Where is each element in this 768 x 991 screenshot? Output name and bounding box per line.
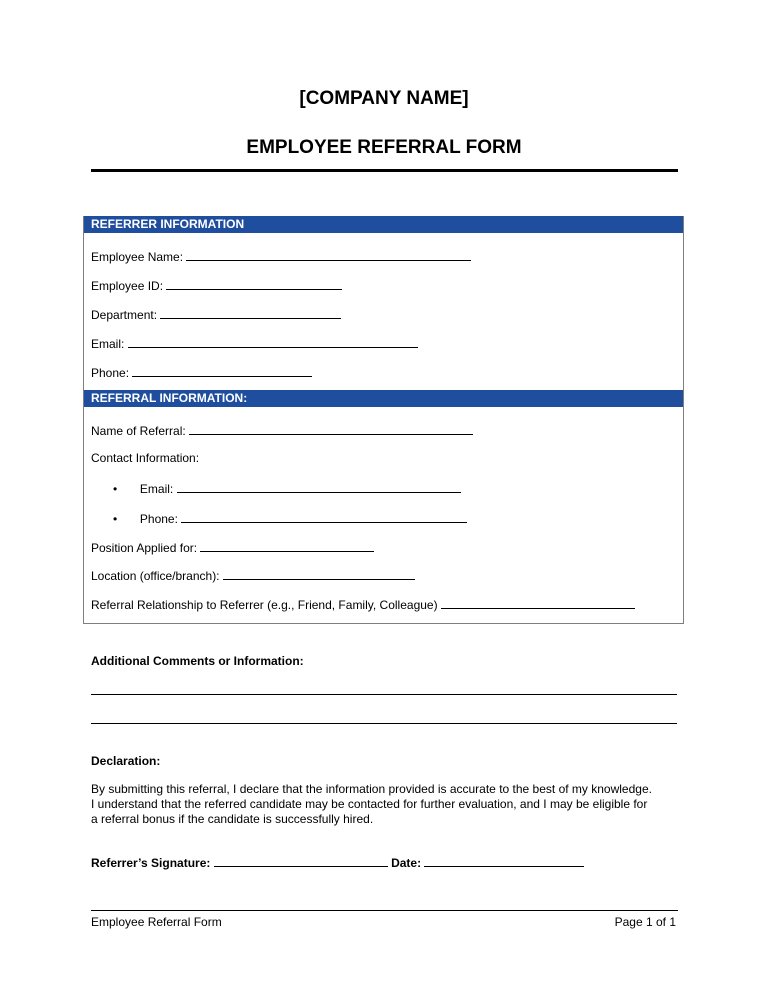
relationship-label: Referral Relationship to Referrer (e.g., Friend, Family, Colleague) — [91, 598, 438, 612]
position-field[interactable] — [200, 539, 374, 552]
bullet-icon: • — [113, 482, 118, 496]
signature-field[interactable] — [214, 854, 388, 867]
bullet-icon: • — [113, 512, 118, 526]
signature-label: Referrer’s Signature: — [91, 856, 211, 870]
department-field[interactable] — [160, 306, 341, 319]
email-label: Email: — [91, 337, 125, 351]
comments-line[interactable] — [91, 694, 677, 695]
employee-name-row — [91, 248, 471, 264]
email-row — [91, 335, 418, 351]
referral-email-field[interactable] — [177, 480, 461, 493]
declaration-heading: Declaration: — [91, 754, 161, 768]
department-label: Department: — [91, 308, 158, 322]
page-number: Page 1 of 1 — [614, 915, 676, 929]
employee-id-label: Employee ID: — [91, 279, 164, 293]
employee-id-field[interactable] — [166, 277, 342, 290]
position-row — [91, 539, 374, 555]
employee-name-label: Employee Name: — [91, 250, 184, 264]
contact-info-label: Contact Information: — [91, 451, 200, 465]
comments-heading: Additional Comments or Information: — [91, 654, 304, 668]
referral-email-row — [113, 480, 461, 496]
phone-label: Phone: — [91, 366, 130, 380]
referral-name-field[interactable] — [189, 422, 473, 435]
employee-name-field[interactable] — [186, 248, 471, 261]
date-field[interactable] — [424, 854, 584, 867]
referral-phone-field[interactable] — [181, 510, 467, 523]
company-name: [COMPANY NAME] — [299, 88, 469, 109]
referral-section-header: REFERRAL INFORMATION: — [84, 390, 683, 407]
footer-title: Employee Referral Form — [91, 915, 222, 929]
declaration-line: By submitting this referral, I declare that the information provided is accurate to the best of my knowledge. — [91, 782, 652, 796]
footer-divider — [91, 910, 678, 911]
referral-phone-label: Phone: — [139, 512, 178, 526]
phone-row — [91, 364, 312, 380]
position-label: Position Applied for: — [91, 541, 198, 555]
declaration-text — [91, 782, 686, 827]
comments-line[interactable] — [91, 723, 677, 724]
phone-field[interactable] — [132, 364, 312, 377]
declaration-line: a referral bonus if the candidate is successfully hired. — [91, 812, 374, 826]
date-label: Date: — [391, 856, 422, 870]
referral-name-label: Name of Referral: — [91, 424, 186, 438]
relationship-field[interactable] — [441, 596, 635, 609]
email-field[interactable] — [128, 335, 418, 348]
department-row — [91, 306, 341, 322]
referral-phone-row — [113, 510, 467, 526]
form-title: EMPLOYEE REFERRAL FORM — [246, 137, 522, 158]
declaration-line: I understand that the referred candidate may be contacted for further evaluation, and I may be eligible for — [91, 797, 648, 811]
location-field[interactable] — [223, 567, 415, 580]
referrer-section-header: REFERRER INFORMATION — [84, 216, 683, 233]
title-divider — [91, 169, 678, 172]
location-label: Location (office/branch): — [91, 569, 220, 583]
referral-name-row — [91, 422, 473, 438]
relationship-row — [91, 596, 635, 612]
location-row — [91, 567, 415, 583]
employee-id-row — [91, 277, 342, 293]
referral-email-label: Email: — [139, 482, 174, 496]
signature-row — [91, 854, 584, 870]
